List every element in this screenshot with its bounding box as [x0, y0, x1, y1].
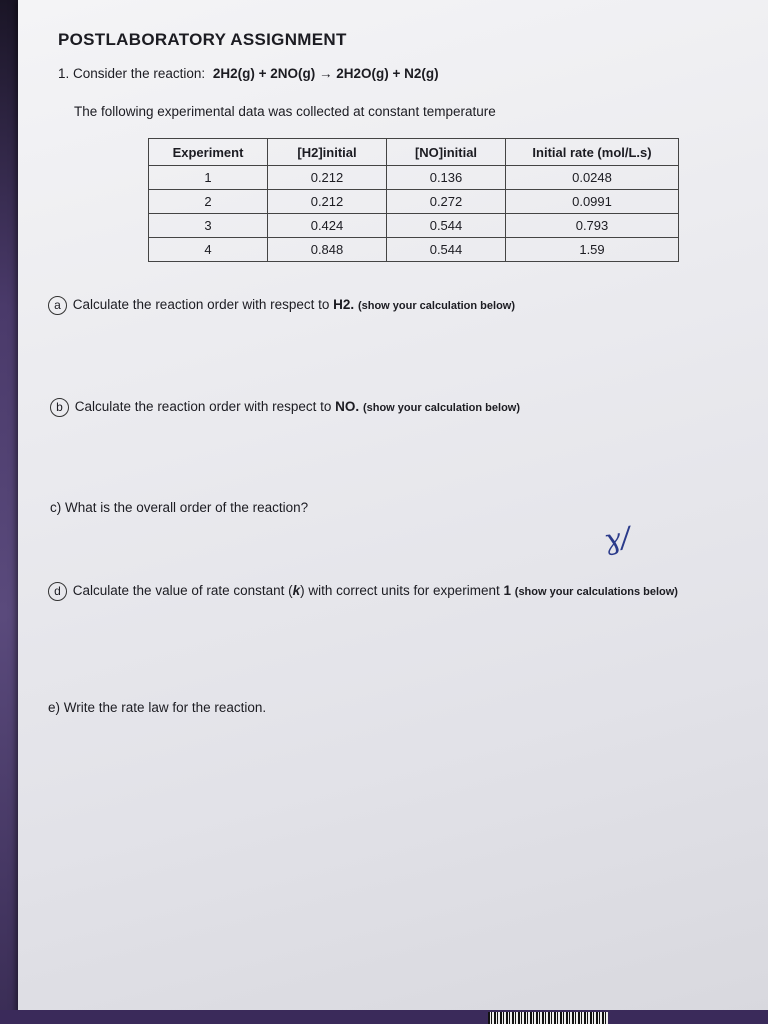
- part-b: [50, 398, 520, 417]
- cell: 1.59: [506, 238, 679, 262]
- question-number: 1.: [58, 66, 70, 81]
- cell: 1: [149, 166, 268, 190]
- part-a-circle: a: [48, 296, 67, 315]
- question-1: [58, 66, 439, 81]
- header-experiment: Experiment: [149, 139, 268, 166]
- header-initial-rate: Initial rate (mol/L.s): [506, 139, 679, 166]
- header-no-initial: [NO]initial: [387, 139, 506, 166]
- table-row: [149, 214, 679, 238]
- cell: 0.848: [268, 238, 387, 262]
- part-c: [50, 500, 308, 515]
- cell: 0.272: [387, 190, 506, 214]
- cell: 4: [149, 238, 268, 262]
- part-c-label: c): [50, 500, 62, 515]
- handwritten-mark: ɣ/: [601, 520, 633, 557]
- part-a-note: (show your calculation below): [357, 300, 516, 313]
- part-a: [48, 296, 515, 315]
- part-d-circle: d: [48, 582, 67, 601]
- header-h2-initial: [H2]initial: [268, 139, 387, 166]
- part-a-species: H2.: [333, 297, 355, 313]
- part-b-species: NO.: [335, 399, 360, 415]
- part-e: [48, 700, 266, 715]
- table-row: [149, 166, 679, 190]
- cell: 0.544: [387, 238, 506, 262]
- cell: 0.424: [268, 214, 387, 238]
- part-b-circle: b: [50, 398, 69, 417]
- part-b-text: Calculate the reaction order with respect to: [74, 399, 336, 415]
- table-row: [149, 190, 679, 214]
- intro-text: The following experimental data was collected at constant temperature: [74, 104, 496, 119]
- cell: 0.212: [268, 166, 387, 190]
- cell: 0.136: [387, 166, 506, 190]
- part-c-text: What is the overall order of the reaction?: [65, 500, 309, 515]
- part-d-note: (show your calculations below): [514, 586, 678, 599]
- cell: 3: [149, 214, 268, 238]
- part-a-text: Calculate the reaction order with respect to: [72, 297, 334, 313]
- cell: 0.212: [268, 190, 387, 214]
- cell: 0.0248: [506, 166, 679, 190]
- page-title: POSTLABORATORY ASSIGNMENT: [58, 30, 347, 49]
- question-prompt: Consider the reaction:: [73, 66, 206, 81]
- part-e-label: e): [48, 700, 61, 715]
- experiment-table: [148, 138, 679, 262]
- part-e-text: Write the rate law for the reaction.: [63, 700, 267, 715]
- part-d-text2: ) with correct units for experiment: [300, 583, 504, 599]
- cell: 2: [149, 190, 268, 214]
- barcode: [488, 1012, 608, 1024]
- part-d: [48, 582, 678, 601]
- part-b-note: (show your calculation below): [362, 402, 521, 415]
- cell: 0.793: [506, 214, 679, 238]
- cell: 0.544: [387, 214, 506, 238]
- part-d-text: Calculate the value of rate constant (: [72, 583, 293, 599]
- table-header-row: [149, 139, 679, 166]
- part-d-k: k: [292, 583, 301, 599]
- paper-bottom-edge: [0, 1010, 768, 1024]
- part-d-exp: 1: [503, 583, 512, 599]
- table-row: [149, 238, 679, 262]
- cell: 0.0991: [506, 190, 679, 214]
- reaction-equation: 2H2(g) + 2NO(g) → 2H2O(g) + N2(g): [212, 66, 439, 81]
